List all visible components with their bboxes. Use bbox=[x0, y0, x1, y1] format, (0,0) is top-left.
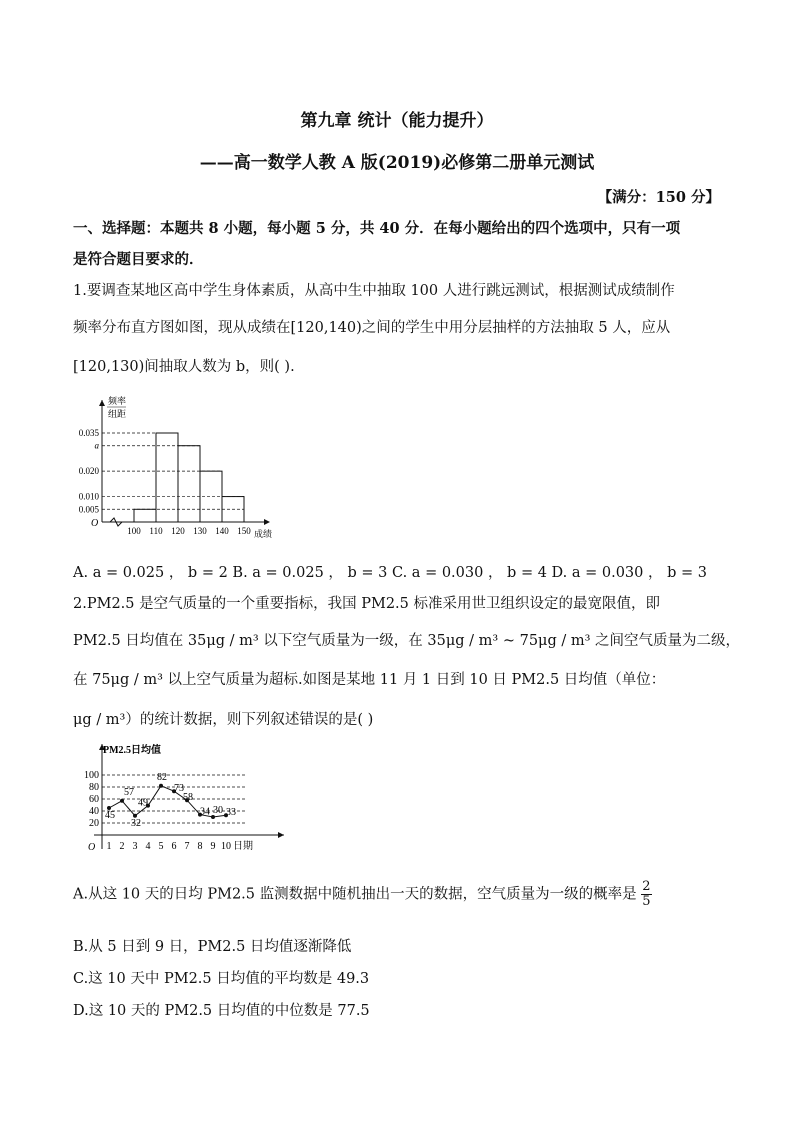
x-tick-label: 120 bbox=[171, 526, 185, 536]
q2-option-c: C.这 10 天中 PM2.5 日均值的平均数是 49.3 bbox=[73, 971, 370, 987]
histogram-bar bbox=[156, 433, 178, 522]
probability-fraction bbox=[641, 880, 651, 909]
x-tick-label: 5 bbox=[158, 841, 164, 852]
pm25-line-chart bbox=[66, 740, 296, 865]
point-label: 49 bbox=[138, 797, 148, 809]
histogram-bar bbox=[134, 509, 156, 522]
y-tick-label: 0.010 bbox=[78, 491, 99, 502]
q1-text-line2: 频率分布直方图如图，现从成绩在[120,140)之间的学生中用分层抽样的方法抽取 5 人，应从 bbox=[73, 320, 671, 336]
fraction-denominator: 5 bbox=[642, 894, 651, 909]
y-tick-label: 60 bbox=[89, 794, 99, 805]
page-subtitle: ——高一数学人教 A 版(2019)必修第二册单元测试 bbox=[199, 153, 595, 173]
q2-option-a-text: A.从这 10 天的日均 PM2.5 监测数据中随机抽出一天的数据，空气质量为一级的概率是 bbox=[73, 886, 637, 903]
full-score: 【满分：150 分】 bbox=[597, 189, 720, 206]
point-label: 30 bbox=[213, 805, 223, 816]
origin-label: O bbox=[91, 518, 99, 529]
x-tick-label: 110 bbox=[149, 526, 163, 536]
point-label: 73 bbox=[174, 783, 184, 795]
q2-option-a bbox=[73, 880, 652, 909]
chart-title: PM2.5日均值 bbox=[103, 745, 162, 756]
x-axis-label: 日期 bbox=[233, 841, 253, 852]
x-axis-label: 成绩 bbox=[254, 529, 273, 539]
x-tick-label: 4 bbox=[145, 841, 151, 852]
y-tick-label: 100 bbox=[84, 770, 99, 781]
point-label: 45 bbox=[105, 810, 115, 821]
q2-option-d: D.这 10 天的 PM2.5 日均值的中位数是 77.5 bbox=[73, 1003, 370, 1019]
y-tick-label: a bbox=[94, 440, 99, 451]
y-tick-label: 20 bbox=[89, 818, 99, 829]
origin-label: O bbox=[88, 842, 96, 853]
y-label-bottom: 组距 bbox=[108, 409, 127, 419]
fraction-numerator: 2 bbox=[642, 879, 651, 894]
q1-text-line3: [120,130)间抽取人数为 b，则( ). bbox=[73, 359, 295, 375]
point-label: 32 bbox=[131, 817, 141, 829]
y-tick-label: 0.035 bbox=[78, 428, 99, 438]
section-heading: 一、选择题：本题共 8 小题，每小题 5 分，共 40 分．在每小题给出的四个选项中，只有一项 bbox=[73, 220, 681, 237]
x-axis-arrow bbox=[278, 832, 284, 838]
histogram-chart bbox=[66, 392, 296, 552]
y-tick-label: 0.005 bbox=[78, 504, 99, 515]
q2-option-b: B.从 5 日到 9 日，PM2.5 日均值逐渐降低 bbox=[73, 939, 352, 955]
x-tick-label: 8 bbox=[197, 841, 203, 852]
x-tick-label: 2 bbox=[119, 841, 125, 852]
point-label: 34 bbox=[200, 806, 210, 818]
x-tick-label: 150 bbox=[237, 526, 251, 536]
x-tick-label: 100 bbox=[127, 526, 141, 536]
point-label: 58 bbox=[183, 792, 193, 804]
data-point bbox=[120, 799, 124, 803]
x-tick-label: 9 bbox=[210, 841, 216, 852]
q2-text-line4: μg / m³）的统计数据，则下列叙述错误的是( ) bbox=[73, 712, 374, 728]
data-point bbox=[159, 784, 163, 788]
y-tick-label: 80 bbox=[89, 782, 99, 793]
page-title: 第九章 统计（能力提升） bbox=[300, 111, 494, 131]
y-axis-arrow bbox=[99, 400, 105, 406]
q2-text-line2: PM2.5 日均值在 35μg / m³ 以下空气质量为一级，在 35μg / m³ ~ 75μg / m³ 之间空气质量为二级， bbox=[73, 633, 741, 649]
q2-text-line1: 2.PM2.5 是空气质量的一个重要指标，我国 PM2.5 标准采用世卫组织设定的最宽限值，即 bbox=[73, 596, 660, 612]
x-tick-label: 7 bbox=[184, 841, 190, 852]
point-label: 57 bbox=[124, 786, 134, 798]
y-label-top: 频率 bbox=[108, 396, 127, 406]
q1-options: A. a = 0.025 ， b = 2 B. a = 0.025 ， b = 3 C. a = 0.030 ， b = 4 D. a = 0.030 ， b = 3 bbox=[73, 565, 707, 581]
histogram-bar bbox=[178, 446, 200, 522]
y-tick-label: 0.020 bbox=[78, 466, 99, 477]
q1-text-line1: 1.要调查某地区高中学生身体素质，从高中生中抽取 100 人进行跳远测试，根据测试成绩制作 bbox=[73, 283, 675, 299]
x-axis-arrow bbox=[264, 519, 270, 525]
y-tick-label: 40 bbox=[89, 806, 99, 817]
x-tick-label: 130 bbox=[193, 526, 207, 536]
point-label: 82 bbox=[157, 771, 167, 783]
x-tick-label: 3 bbox=[132, 841, 138, 852]
q2-text-line3: 在 75μg / m³ 以上空气质量为超标.如图是某地 11 月 1 日到 10 日 PM2.5 日均值（单位： bbox=[73, 672, 666, 688]
x-tick-label: 10 bbox=[221, 841, 231, 852]
section-heading-cont: 是符合题目要求的． bbox=[73, 251, 204, 268]
point-label: 33 bbox=[226, 807, 236, 819]
x-tick-label: 1 bbox=[106, 841, 112, 852]
x-tick-label: 6 bbox=[171, 841, 177, 852]
x-tick-label: 140 bbox=[215, 526, 229, 536]
